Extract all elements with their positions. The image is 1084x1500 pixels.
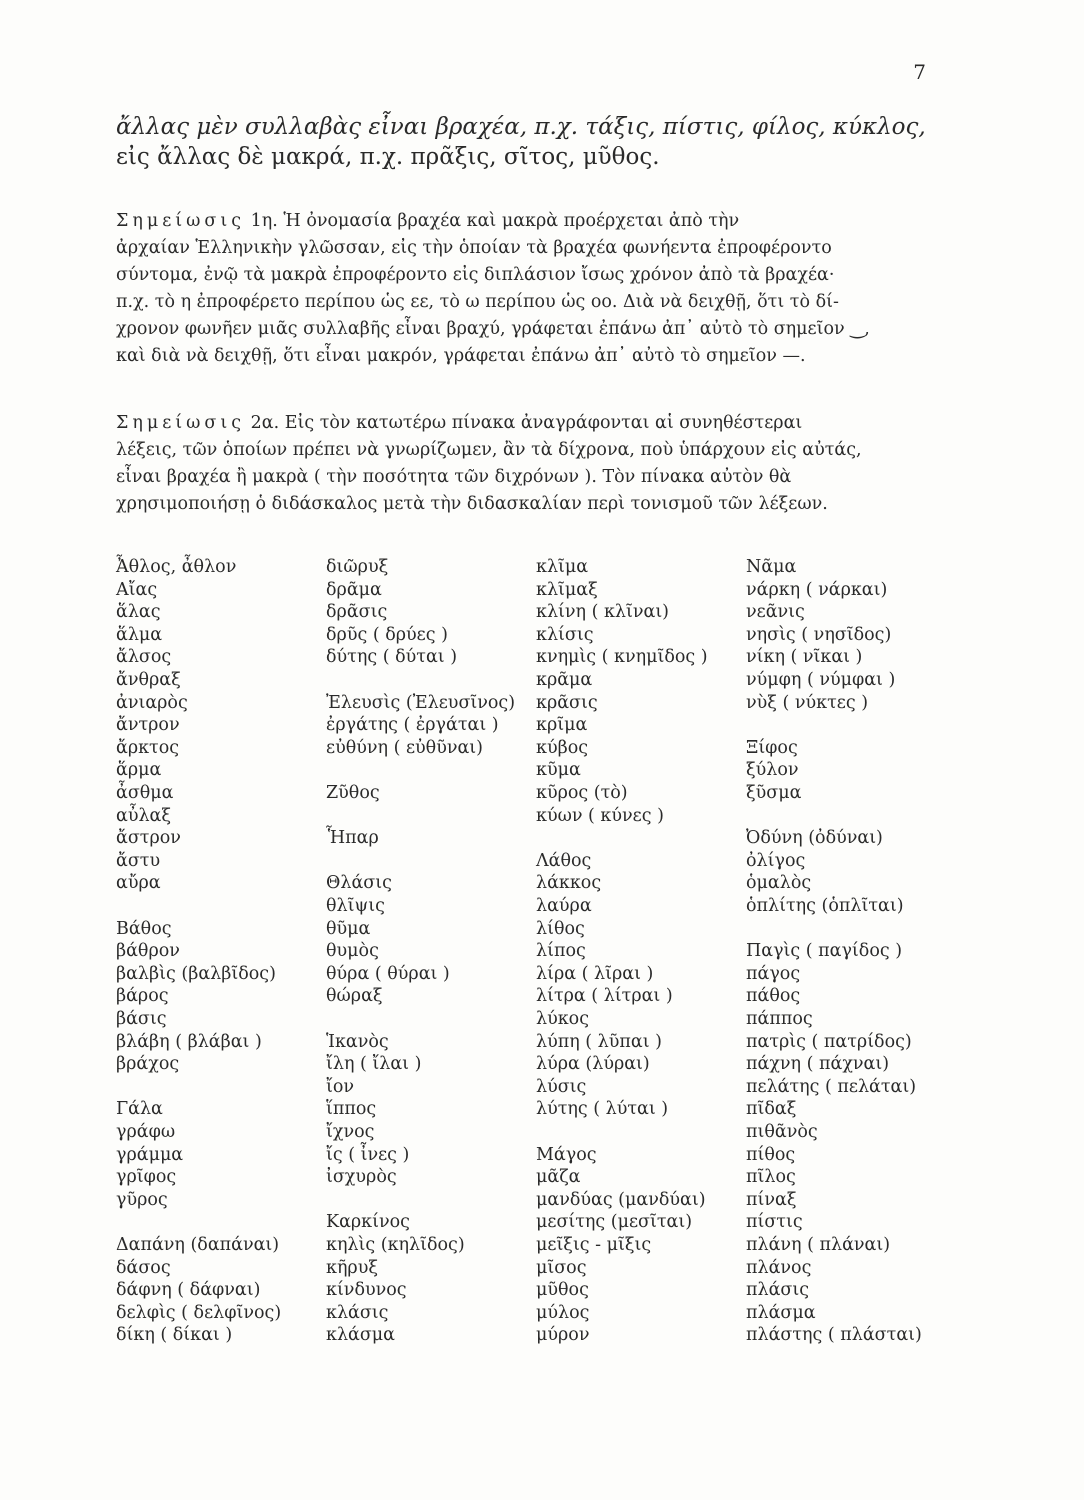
word-entry: κῦμα xyxy=(536,760,581,781)
word-entry: πλάσμα xyxy=(746,1302,816,1323)
word-entry: μῖσος xyxy=(536,1257,587,1278)
note-line: καὶ διὰ νὰ δειχθῇ, ὅτι εἶναι μακρόν, γράφεται ἐπάνω ἀπ᾽ αὐτὸ τὸ σημεῖον —. xyxy=(116,346,806,366)
word-entry: κρᾶσις xyxy=(536,692,598,713)
word-entry: νίκη ( νῖκαι ) xyxy=(746,647,863,668)
word-entry: Ἐλευσὶς (Ἐλευσῖνος) xyxy=(326,692,516,713)
word-entry: πῖλος xyxy=(746,1167,796,1188)
word-entry: κλίνη ( κλῖναι) xyxy=(536,602,670,623)
word-entry: ἴλη ( ἴλαι ) xyxy=(326,1054,422,1075)
word-entry: λίτρα ( λίτραι ) xyxy=(536,986,673,1007)
word-entry: Καρκίνος xyxy=(326,1212,410,1233)
note-line: π.χ. τὸ η ἐπροφέρετο περίπου ὡς εε, τὸ ω περίπου ὡς οο. Διὰ νὰ δειχθῇ, ὅτι τὸ δί- xyxy=(116,292,839,312)
word-entry: εὐθύνη ( εὐθῦναι) xyxy=(326,737,483,758)
word-entry: Δαπάνη (δαπάναι) xyxy=(116,1235,280,1255)
word-entry: δύτης ( δύται ) xyxy=(326,647,458,668)
word-entry: Παγὶς ( παγίδος ) xyxy=(746,941,903,962)
word-entry: ἅλμα xyxy=(116,624,163,645)
word-entry: μᾶζα xyxy=(536,1167,581,1188)
intro-paragraph xyxy=(116,112,936,172)
word-entry: Λάθος xyxy=(536,850,592,871)
word-entry: δίκη ( δίκαι ) xyxy=(116,1325,233,1346)
note-1 xyxy=(116,208,936,370)
word-entry: πλάσις xyxy=(746,1280,810,1301)
note-line: χρονον φωνῆεν μιᾶς συλλαβῆς εἶναι βραχύ, γράφεται ἐπάνω ἀπ᾽ αὐτὸ τὸ σημεῖον ‿, xyxy=(116,319,870,339)
note-line: σύντομα, ἐνῷ τὰ μακρὰ ἐπροφέροντο εἰς διπλάσιον ἴσως χρόνον ἀπὸ τὰ βραχέα· xyxy=(116,265,835,285)
word-entry: δάφνη ( δάφναι) xyxy=(116,1280,261,1301)
word-entry: κλίσις xyxy=(536,624,594,645)
word-entry: γράφω xyxy=(116,1122,176,1142)
word-entry: ἆσθμα xyxy=(116,783,174,803)
word-entry: δελφὶς ( δελφῖνος) xyxy=(116,1302,282,1323)
word-entry: Ξίφος xyxy=(746,737,798,758)
note-line: λέξεις, τῶν ὁποίων πρέπει νὰ γνωρίζωμεν, ἂν τὰ δίχρονα, ποὺ ὑπάρχουν εἰς αὐτάς, xyxy=(116,440,862,460)
word-entry: γράμμα xyxy=(116,1144,184,1165)
word-entry: ἴς ( ἶνες ) xyxy=(326,1144,410,1165)
word-entry: ὀλίγος xyxy=(746,850,806,871)
word-entry: κλῖμα xyxy=(536,557,589,577)
note-label: Σημείωσις xyxy=(116,211,246,231)
word-entry: βαλβὶς (βαλβῖδος) xyxy=(116,963,276,984)
word-entry: νησὶς ( νησῖδος) xyxy=(746,624,892,645)
word-entry: ἄνθραξ xyxy=(116,670,181,690)
word-entry: Μάγος xyxy=(536,1144,597,1165)
word-entry: κρῖμα xyxy=(536,715,588,736)
word-entry: βάθρον xyxy=(116,941,180,962)
word-entry: ἴχνος xyxy=(326,1122,375,1142)
word-entry: πατρὶς ( πατρίδος) xyxy=(746,1031,912,1052)
word-entry: δρῦς ( δρύες ) xyxy=(326,624,448,645)
word-entry: λαύρα xyxy=(536,896,592,916)
word-entry: πλάστης ( πλάσται) xyxy=(746,1325,922,1346)
word-entry: κύβος xyxy=(536,737,589,758)
word-entry: Ἆθλος, ἆθλον xyxy=(116,557,237,577)
word-entry: πάχνη ( πάχναι) xyxy=(746,1054,890,1075)
word-entry: Αἴας xyxy=(116,579,158,600)
word-entry: μύλος xyxy=(536,1302,590,1323)
word-entry: Ἧπαρ xyxy=(326,828,379,849)
word-entry: αὔρα xyxy=(116,873,161,894)
word-entry: νὺξ ( νύκτες ) xyxy=(746,692,869,713)
note-line: Εἰς τὸν κατωτέρω πίνακα ἀναγράφονται αἱ συνηθέστεραι xyxy=(284,413,803,433)
word-entry: κηλὶς (κηλῖδος) xyxy=(326,1235,465,1255)
word-entry: πίστις xyxy=(746,1212,803,1233)
note-line: Ἡ ὀνομασία βραχέα καὶ μακρὰ προέρχεται ἀπὸ τὴν xyxy=(283,211,740,231)
word-entry: λίπος xyxy=(536,941,586,962)
word-entry: ἄστυ xyxy=(116,850,161,871)
word-entry: κλάσις xyxy=(326,1302,389,1323)
note-2-first-line xyxy=(116,410,936,437)
word-entry: πάππος xyxy=(746,1009,813,1029)
word-entry: Ὀδύνη (ὀδύναι) xyxy=(746,828,883,849)
note-number: 2α. xyxy=(250,413,280,433)
word-entry: ξῦσμα xyxy=(746,783,802,803)
word-entry: πάγος xyxy=(746,963,801,984)
word-entry: Νᾶμα xyxy=(746,557,797,577)
word-entry: Ἱκανὸς xyxy=(326,1031,389,1052)
word-entry: κῆρυξ xyxy=(326,1257,378,1278)
word-entry: ἴον xyxy=(326,1076,355,1097)
word-entry: θῦμα xyxy=(326,918,371,939)
word-entry: ἀνιαρὸς xyxy=(116,692,188,713)
word-entry: λίρα ( λῖραι ) xyxy=(536,963,654,984)
word-entry: ἅρμα xyxy=(116,760,162,781)
note-number: 1η. xyxy=(250,211,278,231)
word-entry: πάθος xyxy=(746,986,801,1007)
word-entry: ἄντρον xyxy=(116,715,180,736)
word-entry: ξύλον xyxy=(746,760,799,781)
word-entry: λάκκος xyxy=(536,873,602,894)
word-entry: βάρος xyxy=(116,986,169,1007)
word-entry: μύρον xyxy=(536,1325,590,1346)
word-entry: κίνδυνος xyxy=(326,1280,407,1301)
word-entry: Γάλα xyxy=(116,1099,163,1120)
note-1-first-line xyxy=(116,208,936,235)
word-entry: μεσίτης (μεσῖται) xyxy=(536,1212,693,1233)
word-entry: κνημὶς ( κνημῖδος ) xyxy=(536,647,708,668)
word-entry: ἰσχυρὸς xyxy=(326,1167,397,1188)
word-entry: λίθος xyxy=(536,918,585,939)
word-entry: γῦρος xyxy=(116,1189,168,1210)
page-number: 7 xyxy=(913,60,926,84)
word-entry: νύμφη ( νύμφαι ) xyxy=(746,670,896,690)
word-entry: ἐργάτης ( ἐργάται ) xyxy=(326,715,499,736)
intro-line: εἰς ἄλλας δὲ μακρά, π.χ. πρᾶξις, σῖτος, μῦθος. xyxy=(116,144,660,170)
word-entry: λύσις xyxy=(536,1076,587,1097)
word-entry: κλῖμαξ xyxy=(536,579,598,600)
word-entry: πῖδαξ xyxy=(746,1099,797,1120)
word-entry: ὁπλίτης (ὁπλῖται) xyxy=(746,896,904,916)
word-entry: κρᾶμα xyxy=(536,670,593,690)
word-entry: πελάτης ( πελάται) xyxy=(746,1076,917,1097)
word-entry: θύρα ( θύραι ) xyxy=(326,963,450,984)
word-entry: δρᾶσις xyxy=(326,602,388,623)
word-entry: κλάσμα xyxy=(326,1325,395,1346)
note-label: Σημείωσις xyxy=(116,413,246,433)
word-entry: θώραξ xyxy=(326,986,383,1007)
word-entry: λύτης ( λύται ) xyxy=(536,1099,669,1120)
word-entry: βάσις xyxy=(116,1009,167,1029)
word-entry: πιθᾶνὸς xyxy=(746,1122,818,1142)
word-entry: γρῖφος xyxy=(116,1167,177,1188)
word-entry: δρᾶμα xyxy=(326,579,382,600)
word-entry: θλῖψις xyxy=(326,896,385,916)
word-entry: ἄρκτος xyxy=(116,737,180,758)
word-entry: μῦθος xyxy=(536,1280,589,1301)
word-entry: ἄστρον xyxy=(116,828,181,849)
word-entry: ἄλσος xyxy=(116,647,172,668)
note-line: χρησιμοποιήσῃ ὁ διδάσκαλος μετὰ τὴν διδασκαλίαν περὶ τονισμοῦ τῶν λέξεων. xyxy=(116,494,828,514)
word-entry: βλάβη ( βλάβαι ) xyxy=(116,1031,262,1052)
word-table xyxy=(116,556,946,1376)
note-line: ἀρχαίαν Ἑλληνικὴν γλῶσσαν, εἰς τὴν ὁποίαν τὰ βραχέα φωνήεντα ἐπροφέροντο xyxy=(116,238,832,258)
word-entry: κύων ( κύνες ) xyxy=(536,805,664,826)
note-line: εἶναι βραχέα ἢ μακρὰ ( τὴν ποσότητα τῶν διχρόνων ). Τὸν πίνακα αὐτὸν θὰ xyxy=(116,467,792,487)
word-entry: κῦρος (τὸ) xyxy=(536,783,628,803)
word-entry: λύρα (λύραι) xyxy=(536,1054,650,1075)
word-entry: Θλάσις xyxy=(326,873,392,894)
word-entry: λύκος xyxy=(536,1009,590,1029)
word-entry: Ζῦθος xyxy=(326,783,380,803)
word-entry: μεῖξις - μῖξις xyxy=(536,1235,652,1255)
word-entry: διῶρυξ xyxy=(326,557,389,577)
word-entry: θυμὸς xyxy=(326,941,379,962)
word-entry: πίναξ xyxy=(746,1189,797,1210)
word-entry: νάρκη ( νάρκαι) xyxy=(746,579,888,600)
word-entry: νεᾶνις xyxy=(746,602,805,623)
word-entry: ὁμαλὸς xyxy=(746,873,812,894)
word-entry: ἅλας xyxy=(116,602,161,623)
word-entry: Βάθος xyxy=(116,918,172,939)
word-entry: πλάνη ( πλάναι) xyxy=(746,1235,891,1255)
word-entry: πλάνος xyxy=(746,1257,812,1278)
word-entry: μανδύας (μανδύαι) xyxy=(536,1189,706,1210)
word-entry: πίθος xyxy=(746,1144,796,1165)
intro-line: ἄλλας μὲν συλλαβὰς εἶναι βραχέα, π.χ. τάξις, πίστις, φίλος, κύκλος, xyxy=(116,114,926,140)
word-entry: ἵππος xyxy=(326,1099,377,1120)
word-entry: δάσος xyxy=(116,1257,171,1278)
word-entry: λύπη ( λῦπαι ) xyxy=(536,1031,662,1052)
word-entry: βράχος xyxy=(116,1054,180,1075)
note-2 xyxy=(116,410,936,518)
word-entry: αὖλαξ xyxy=(116,805,172,826)
